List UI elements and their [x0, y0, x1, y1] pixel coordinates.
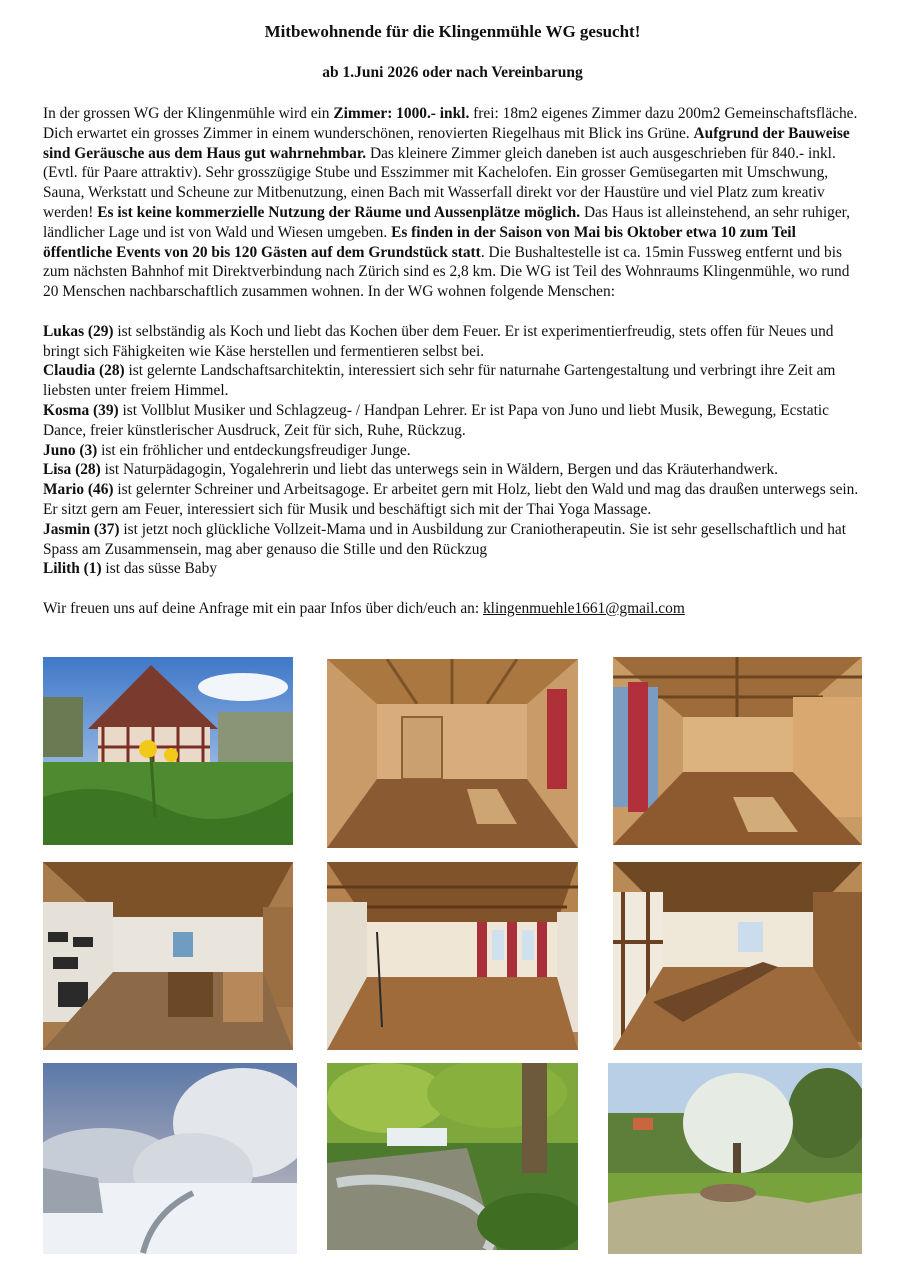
resident-entry: Claudia (28) ist gelernte Landschaftsarchitektin, interessiert sich sehr für naturnahe Gartengestaltung und verbringt ihre Zeit am liebsten unter freiem Himmel. [43, 362, 836, 400]
resident-entry: Lukas (29) ist selbständig als Koch und liebt das Kochen über dem Feuer. Er ist experimentierfreudig, stets offen für Neues und bringt sich Fähigkeiten wie Käse herstellen und fermentieren selbst bei. [43, 322, 834, 360]
page-title: Mitbewohnende für die Klingenmühle WG gesucht! [264, 22, 641, 41]
photo-dining-room [613, 862, 862, 1050]
photo-waterfall-stream [327, 1063, 578, 1250]
residents-list [43, 322, 863, 579]
photo-room-wood [327, 659, 578, 848]
photo-garden-tree [608, 1063, 862, 1254]
photo-room-attic [613, 657, 862, 845]
resident-entry: Juno (3) ist ein fröhlicher und entdeckungsfreudiger Junge. [43, 441, 411, 459]
photo-living-room [327, 862, 578, 1050]
resident-entry: Mario (46) ist gelernter Schreiner und Arbeitsagoge. Er arbeitet gern mit Holz, liebt den Wald und mag das draußen unterwegs sein. Er sitzt gern am Feuer, interessiert sich für Musik und beschäftigt sich mit der Thai Yoga Massage. [43, 481, 859, 518]
body-text [43, 104, 863, 619]
photo-winter-snow [43, 1063, 297, 1254]
photo-house-exterior [43, 657, 293, 845]
resident-entry: Lisa (28) ist Naturpädagogin, Yogalehrerin und liebt das unterwegs sein in Wäldern, Bergen und das Kräuterhandwerk. [43, 461, 779, 479]
resident-entry: Kosma (39) ist Vollblut Musiker und Schlagzeug- / Handpan Lehrer. Er ist Papa von Juno und liebt Musik, Bewegung, Ecstatic Dance, freier künstlerischer Ausdruck, Zeit für sich, Ruhe, Rückzug. [43, 401, 829, 439]
page-subtitle: ab 1.Juni 2026 oder nach Vereinbarung [322, 64, 583, 81]
photo-kitchen [43, 862, 293, 1050]
resident-entry: Lilith (1) ist das süsse Baby [43, 560, 218, 578]
resident-entry: Jasmin (37) ist jetzt noch glückliche Vollzeit-Mama und in Ausbildung zur Craniotherapeutin. Sie ist sehr gesellschaftlich und hat Spass am Zusammensein, mag aber genauso die Stille und den Rückzug [43, 520, 847, 558]
contact-line: Wir freuen uns auf deine Anfrage mit ein paar Infos über dich/euch an: klingenmuehle1661@gmail.com [43, 599, 685, 617]
intro-paragraph: In der grossen WG der Klingenmühle wird ein Zimmer: 1000.- inkl. frei: 18m2 eigenes Zimmer dazu 200m2 Gemeinschaftsfläche. Dich erwartet ein grosses Zimmer in einem wunderschönen, renovierten Riegelhaus mit Blick ins Grüne. Aufgrund der Bauweise sind Geräusche aus dem Haus gut wahrnehmbar. Das kleinere Zimmer gleich daneben ist auch ausgeschrieben für 840.- inkl. (Evtl. für Paare attraktiv). Sehr grosszügige Stube und Esszimmer mit Kachelofen. Ein grosser Gemüsegarten mit Umschwung, Sauna, Werkstatt und Scheune zur Mitbenutzung, einen Bach mit Wasserfall direkt vor der Haustüre und viel Platz zum kreativ werden! Es ist keine kommerzielle Nutzung der Räume und Aussenplätze möglich. Das Haus ist alleinstehend, an sehr ruhiger, ländlicher Lage und ist von Wald und Wiesen umgeben. Es finden in der Saison von Mai bis Oktober etwa 10 zum Teil öffentliche Events von 20 bis 120 Gästen auf dem Grundstück statt. Die Bushaltestelle ist ca. 15min Fussweg entfernt und bis zum nächsten Bahnhof mit Direktverbindung nach Zürich sind es 2,8 km. Die WG ist Teil des Wohnraums Klingenmühle, wo rund 20 Menschen nachbarschaftlich zusammen wohnen. In der WG wohnen folgende Menschen: [43, 105, 858, 301]
email-link[interactable]: klingenmuehle1661@gmail.com [482, 599, 685, 617]
